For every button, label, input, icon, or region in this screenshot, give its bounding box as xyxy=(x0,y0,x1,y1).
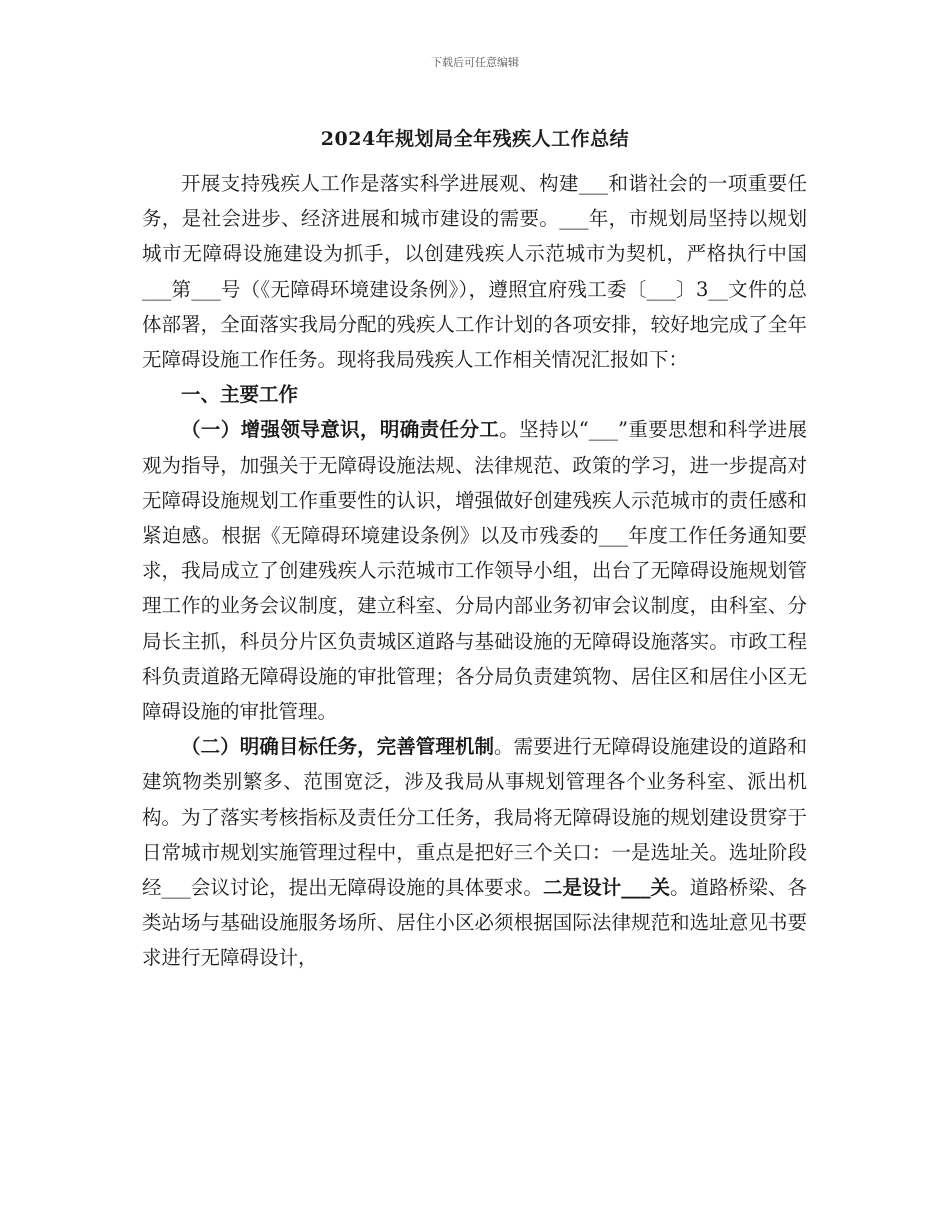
paragraph-targets-text: 。需要进行无障碍设施建设的道路和建筑物类别繁多、范围宽泛，涉及我局从事规划管理各个业务科室、派出机构。为了落实考核指标及责任分工任务，我局将无障碍设施的规划建设贯穿于日常城市规划实施管理过程中，重点是把好三个关口：一是选址关。选址阶段经___会议讨论，提出无障碍设施的具体要求。 xyxy=(142,735,807,900)
paragraph-leadership xyxy=(142,412,807,729)
document-title: 2024年规划局全年残疾人工作总结 xyxy=(320,128,630,150)
document-body xyxy=(142,166,807,976)
paragraph-targets xyxy=(142,729,807,975)
paragraph-targets-lead: （二）明确目标任务，完善管理机制 xyxy=(181,735,495,759)
paragraph-targets-text-continued: 。道路桥梁、各类站场与基础设施服务场所、居住小区必须根据国际法律规范和选址意见书要求进行无障碍设计， xyxy=(142,876,807,970)
paragraph-targets-design-checkpoint: 二是设计___关 xyxy=(542,876,671,900)
paragraph-intro: 开展支持残疾人工作是落实科学进展观、构建___和谐社会的一项重要任务，是社会进步、经济进展和城市建设的需要。___年，市规划局坚持以规划城市无障碍设施建设为抓手，以创建残疾人示范城市为契机，严格执行中国___第___号（《无障碍环境建设条例》），遵照宜府残工委〔___〕3__文件的总体部署，全面落实我局分配的残疾人工作计划的各项安排，较好地完成了全年无障碍设施工作任务。现将我局残疾人工作相关情况汇报如下： xyxy=(142,172,807,372)
paragraph-leadership-lead: （一）增强领导意识，明确责任分工 xyxy=(181,418,500,442)
paragraph-leadership-text: 。坚持以“___”重要思想和科学进展观为指导，加强关于无障碍设施法规、法律规范、政策的学习，进一步提高对无障碍设施规划工作重要性的认识，增强做好创建残疾人示范城市的责任感和紧迫感。根据《无障碍环境建设条例》以及市残委的___年度工作任务通知要求，我局成立了创建残疾人示范城市工作领导小组，出台了无障碍设施规划管理工作的业务会议制度，建立科室、分局内部业务初审会议制度，由科室、分局长主抓，科员分片区负责城区道路与基础设施的无障碍设施落实。市政工程科负责道路无障碍设施的审批管理；各分局负责建筑物、居住区和居住小区无障碍设施的审批管理。 xyxy=(142,418,807,724)
section-heading-main-work: 一、主要工作 xyxy=(181,383,299,407)
page-header-note: 下载后可任意编辑 xyxy=(431,56,519,69)
